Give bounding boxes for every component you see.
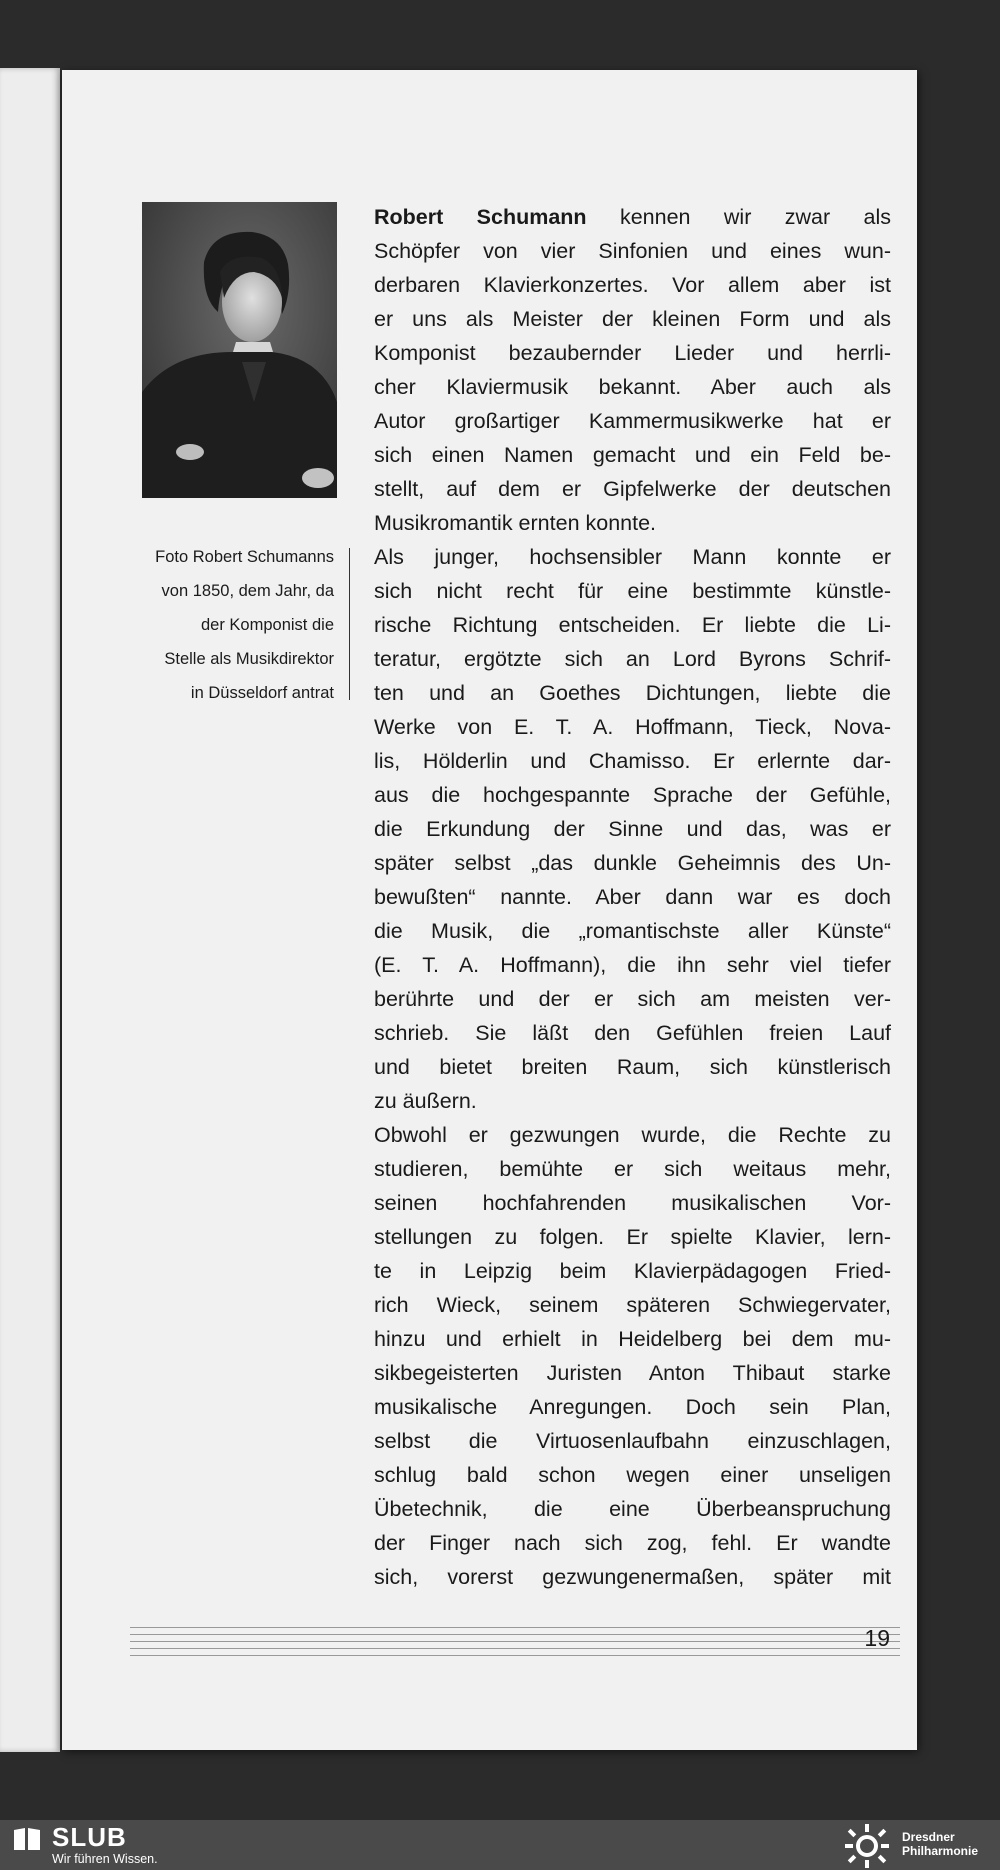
philharmonie-logo-icon[interactable] <box>842 1822 892 1870</box>
article-line: sich nicht recht für eine bestimmte künstle- <box>374 579 891 603</box>
library-tagline: Wir führen Wissen. <box>52 1852 158 1866</box>
article-line: Übetechnik, die eine Überbeanspruchung <box>374 1497 891 1521</box>
page-number: 19 <box>864 1625 890 1651</box>
caption-line: Stelle als Musikdirektor <box>164 650 334 668</box>
article-line: cher Klaviermusik bekannt. Aber auch als <box>374 375 891 399</box>
article-line: teratur, ergötzte sich an Lord Byrons Schrif- <box>374 647 891 671</box>
book-icon <box>12 1826 42 1852</box>
article-subject-name: Robert Schumann <box>374 205 587 229</box>
viewer-footer-bar <box>0 1820 1000 1870</box>
article-line: zu äußern. <box>374 1089 477 1113</box>
article-line: bewußten“ nannte. Aber dann war es doch <box>374 885 891 909</box>
article-line: stellt, auf dem er Gipfelwerke der deutschen <box>374 477 891 501</box>
article-line: selbst die Virtuosenlaufbahn einzuschlagen, <box>374 1429 891 1453</box>
caption-line: der Komponist die <box>201 616 334 634</box>
article-line: lis, Hölderlin und Chamisso. Er erlernte dar- <box>374 749 891 773</box>
caption-line: von 1850, dem Jahr, da <box>161 582 334 600</box>
article-line: te in Leipzig beim Klavierpädagogen Fried- <box>374 1259 891 1283</box>
article-line: stellungen zu folgen. Er spielte Klavier, lern- <box>374 1225 891 1249</box>
article-line: derbaren Klavierkonzertes. Vor allem aber ist <box>374 273 891 297</box>
article-line: er uns als Meister der kleinen Form und als <box>374 307 891 331</box>
schumann-portrait-photo <box>142 202 337 498</box>
article-line: rich Wieck, seinem späteren Schwiegervater, <box>374 1293 891 1317</box>
article-line: die Musik, die „romantischste aller Künste“ <box>374 919 891 943</box>
caption-line: in Düsseldorf antrat <box>190 684 334 702</box>
article-line: seinen hochfahrenden musikalischen Vor- <box>374 1191 891 1215</box>
article-line: die Erkundung der Sinne und das, was er <box>374 817 891 841</box>
article-line: hinzu und erhielt in Heidelberg bei dem mu- <box>374 1327 891 1351</box>
library-name[interactable]: SLUB <box>52 1822 127 1852</box>
article-line: und bietet breiten Raum, sich künstlerisch <box>374 1055 891 1079</box>
article-line: Schöpfer von vier Sinfonien und eines wun- <box>374 239 891 263</box>
article-line: schlug bald schon wegen einer unseligen <box>374 1463 891 1487</box>
article-line: später selbst „das dunkle Geheimnis des Un- <box>374 851 891 875</box>
article-line: sikbegeisterten Juristen Anton Thibaut starke <box>374 1361 891 1385</box>
article-line: studieren, bemühte er sich weitaus mehr, <box>374 1157 891 1181</box>
article-line: (E. T. A. Hoffmann), die ihn sehr viel tiefer <box>374 953 891 977</box>
article-line: musikalische Anregungen. Doch sein Plan, <box>374 1395 891 1419</box>
article-line: schrieb. Sie läßt den Gefühlen freien Lauf <box>374 1021 891 1045</box>
facing-page-edge <box>0 68 60 1752</box>
article-line: aus die hochgespannte Sprache der Gefühle, <box>374 783 891 807</box>
article-line: ten und an Goethes Dichtungen, liebte die <box>374 681 891 705</box>
article-line: Musikromantik ernten konnte. <box>374 511 657 535</box>
staff-lines-decoration <box>130 1627 900 1661</box>
document-page <box>62 70 917 1750</box>
partner-name: Dresdner Philharmonie <box>902 1830 979 1858</box>
article-line: Obwohl er gezwungen wurde, die Rechte zu <box>374 1123 891 1147</box>
article-line: sich einen Namen gemacht und ein Feld be- <box>374 443 891 467</box>
article-line: Komponist bezaubernder Lieder und herrli- <box>374 341 891 365</box>
article-line: Werke von E. T. A. Hoffmann, Tieck, Nova- <box>374 715 891 739</box>
article-body <box>374 200 891 1594</box>
article-line: sich, vorerst gezwungenermaßen, später mit <box>374 1565 891 1589</box>
photo-caption <box>112 540 334 710</box>
article-line: der Finger nach sich zog, fehl. Er wandte <box>374 1531 891 1555</box>
article-line: Autor großartiger Kammermusikwerke hat er <box>374 409 891 433</box>
article-line: Als junger, hochsensibler Mann konnte er <box>374 545 891 569</box>
article-line: berührte und der er sich am meisten ver- <box>374 987 891 1011</box>
article-line: rische Richtung entscheiden. Er liebte die Li- <box>374 613 891 637</box>
caption-line: Foto Robert Schumanns <box>155 548 334 566</box>
caption-divider <box>349 548 350 700</box>
article-line: Robert Schumann kennen wir zwar als <box>374 205 891 229</box>
